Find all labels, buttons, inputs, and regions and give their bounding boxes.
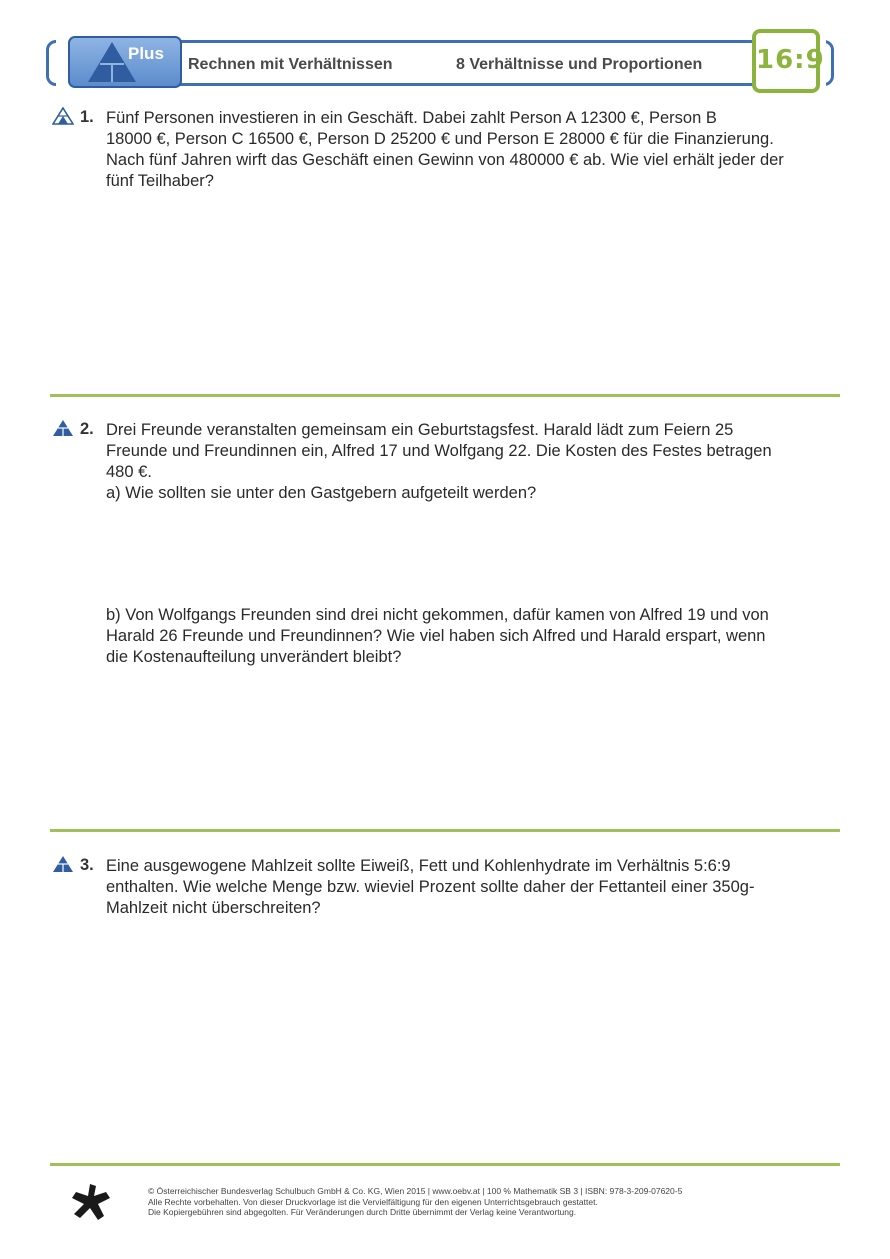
copyright-notice: © Österreichischer Bundesverlag Schulbuch GmbH & Co. KG, Wien 2015 | www.oebv.at | 100 % Mathematik SB 3 | ISBN: 978-3-209-07620-5 Alle Rechte vorbehalten. Von dieser Druckvorlage ist die Vervielfältigung für den eigenen Unterrichtsgebrauch gestattet. Die Kopiergebühren sind abgegolten. Für Veränderungen durch Dritte übernimmt der Verlag keine Verantwortung.	[148, 1186, 683, 1217]
task-text: Eine ausgewogene Mahlzeit sollte Eiweiß, Fett und Kohlenhydrate im Verhältnis 5:6:9 enthalten. Wie welche Menge bzw. wieviel Prozent sollte daher der Fettanteil einer 350g- Mahlzeit nicht überschreiten?	[106, 857, 755, 917]
task-number: 2.	[80, 420, 94, 438]
task-part-b: b) Von Wolfgangs Freunden sind drei nicht gekommen, dafür kamen von Alfred 19 und von Harald 26 Freunde und Freundinnen? Wie viel haben sich Alfred und Harald erspart, wenn die Kostenaufteilung unverändert bleibt?	[106, 606, 769, 666]
header-rule-top	[180, 40, 755, 43]
page-header	[0, 0, 890, 110]
section-divider	[50, 394, 840, 397]
chapter-title: 8 Verhältnisse und Proportionen	[456, 56, 703, 73]
pyramid-icon	[52, 855, 74, 873]
publisher-logo-icon	[70, 1182, 112, 1222]
task-number: 1.	[80, 108, 94, 126]
section-divider	[50, 829, 840, 832]
page-title: Rechnen mit Verhältnissen	[188, 56, 393, 73]
ratio-logo: 16:9	[756, 45, 825, 75]
header-rule-bottom	[180, 83, 755, 86]
plus-label: Plus	[128, 44, 164, 63]
footer-divider	[50, 1163, 840, 1166]
task-text: Fünf Personen investieren in ein Geschäft. Dabei zahlt Person A 12300 €, Person B 18000 €, Person C 16500 €, Person D 25200 € und Person E 28000 € für die Finanzierung. Nach fünf Jahren wirft das Geschäft einen Gewinn von 480000 € ab. Wie viel erhält jeder der fünf Teilhaber?	[106, 109, 784, 190]
pyramid-outline-icon	[52, 107, 74, 125]
pyramid-icon	[52, 419, 74, 437]
task-number: 3.	[80, 856, 94, 874]
task-text: Drei Freunde veranstalten gemeinsam ein Geburtstagsfest. Harald lädt zum Feiern 25 Freunde und Freundinnen ein, Alfred 17 und Wolfgang 22. Die Kosten des Festes betragen 480 €. a) Wie sollten sie unter den Gastgebern aufgeteilt werden?	[106, 421, 772, 502]
